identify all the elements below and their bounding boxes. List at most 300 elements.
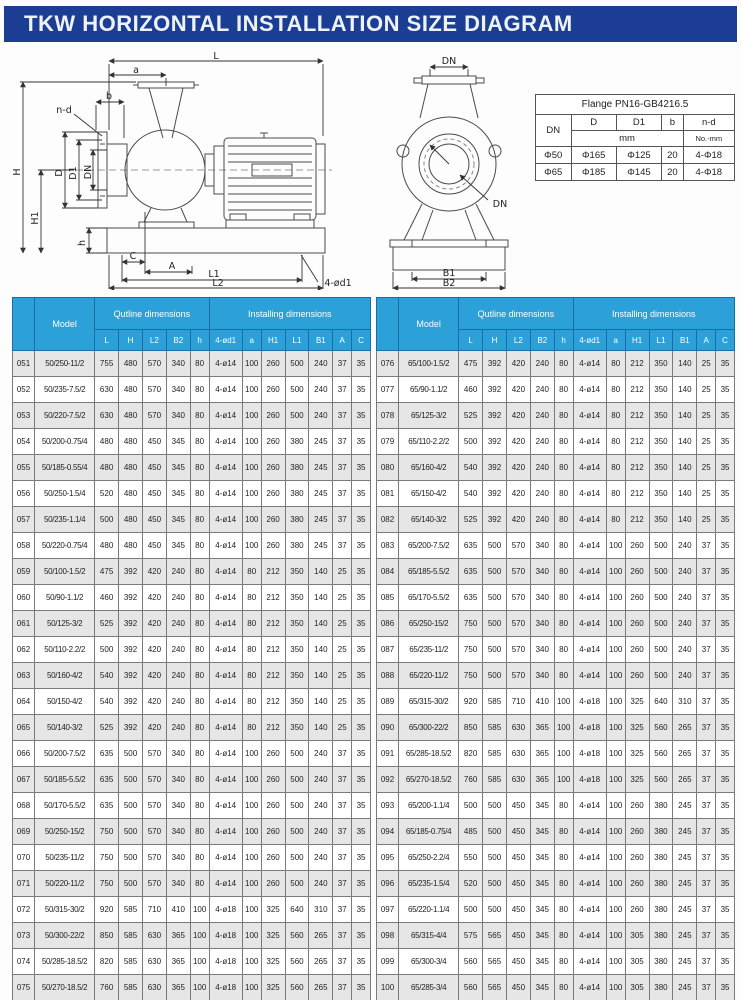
table-cell: 212 [261, 663, 285, 689]
table-cell: 4-ø14 [573, 559, 606, 585]
table-cell: Φ185 [571, 164, 616, 181]
table-cell: 585 [483, 689, 507, 715]
column-header: B2 [530, 330, 554, 351]
table-cell: 240 [166, 559, 190, 585]
table-row [377, 897, 735, 923]
table-cell: 380 [285, 429, 309, 455]
table-cell: 240 [673, 637, 697, 663]
installing-dimensions-header: Installing dimensions [209, 298, 370, 330]
table-cell: 140 [309, 611, 333, 637]
table-cell: 65/200-1.1/4 [399, 793, 459, 819]
table-cell: 50/250-1.5/4 [35, 481, 95, 507]
table-cell: 100 [554, 767, 573, 793]
table-cell: 500 [285, 819, 309, 845]
table-cell: 80 [242, 637, 261, 663]
flange-header-row [536, 115, 735, 131]
column-header: a [606, 330, 625, 351]
table-cell: 365 [166, 975, 190, 1000]
table-cell: 345 [530, 975, 554, 1000]
table-cell: 635 [459, 559, 483, 585]
table-cell: 500 [483, 819, 507, 845]
table-cell: 80 [190, 429, 209, 455]
table-cell: 450 [506, 975, 530, 1000]
table-cell: 80 [190, 533, 209, 559]
table-cell: 500 [483, 845, 507, 871]
table-row [13, 429, 371, 455]
table-cell: 65/315-4/4 [399, 923, 459, 949]
table-cell: 35 [352, 741, 371, 767]
table-cell: 450 [506, 793, 530, 819]
table-row [377, 871, 735, 897]
table-cell: 450 [506, 845, 530, 871]
table-cell: 245 [673, 793, 697, 819]
table-cell: 240 [309, 767, 333, 793]
table-cell: 500 [459, 897, 483, 923]
table-cell: 80 [190, 507, 209, 533]
table-cell: 260 [261, 377, 285, 403]
table-cell: 070 [13, 845, 35, 871]
table-cell: Φ145 [616, 164, 661, 181]
table-cell: 380 [649, 949, 673, 975]
table-cell: 500 [483, 637, 507, 663]
table-cell: 500 [483, 897, 507, 923]
table-cell: 340 [166, 845, 190, 871]
table-cell: 392 [483, 481, 507, 507]
table-cell: 65/220-11/2 [399, 663, 459, 689]
table-cell: 560 [285, 923, 309, 949]
table-cell: 35 [352, 975, 371, 1000]
dim-label-DN-top: DN [441, 56, 457, 67]
table-cell: 260 [625, 663, 649, 689]
table-cell: 240 [673, 533, 697, 559]
table-cell: 25 [697, 507, 716, 533]
dim-label-DN: DN [83, 164, 94, 180]
table-cell: 585 [119, 897, 143, 923]
table-cell: 420 [506, 429, 530, 455]
table-cell: 50/200-7.5/2 [35, 741, 95, 767]
table-cell: 345 [166, 455, 190, 481]
table-cell: 80 [554, 559, 573, 585]
table-cell: 35 [352, 767, 371, 793]
table-cell: 100 [242, 793, 261, 819]
table-cell: 50/170-5.5/2 [35, 793, 95, 819]
table-cell: 260 [625, 585, 649, 611]
table-cell: 265 [673, 741, 697, 767]
table-cell: 340 [530, 585, 554, 611]
table-cell: 345 [530, 793, 554, 819]
table-cell: 25 [697, 455, 716, 481]
dim-label-B2: B2 [442, 278, 456, 289]
table-row [377, 793, 735, 819]
table-cell: 25 [333, 689, 352, 715]
table-cell: 50/285-18.5/2 [35, 949, 95, 975]
table-cell: 140 [673, 429, 697, 455]
table-cell: 35 [716, 533, 735, 559]
column-header: D [571, 115, 616, 131]
table-cell: 640 [649, 689, 673, 715]
table-cell: 392 [483, 403, 507, 429]
table-cell: 65/160-4/2 [399, 455, 459, 481]
table-cell: 089 [377, 689, 399, 715]
table-cell: 245 [309, 533, 333, 559]
table-cell: 35 [352, 793, 371, 819]
table-cell: 260 [261, 845, 285, 871]
table-cell: 35 [716, 481, 735, 507]
table-cell: 35 [716, 663, 735, 689]
table-cell: 750 [95, 819, 119, 845]
table-cell: 420 [506, 377, 530, 403]
table-cell: 054 [13, 429, 35, 455]
table-cell: 260 [625, 793, 649, 819]
table-cell: 37 [697, 871, 716, 897]
table-cell: 066 [13, 741, 35, 767]
table-row [536, 164, 735, 181]
column-header: C [716, 330, 735, 351]
table-cell: 092 [377, 767, 399, 793]
table-row [13, 767, 371, 793]
table-cell: 35 [716, 377, 735, 403]
table-cell: 340 [530, 533, 554, 559]
table-cell: 65/285-18.5/2 [399, 741, 459, 767]
table-cell: 50/235-11/2 [35, 845, 95, 871]
flange-spec-table [535, 94, 735, 181]
table-cell: 260 [625, 897, 649, 923]
table-cell: 100 [606, 793, 625, 819]
table-cell: 80 [554, 611, 573, 637]
dim-label-a: a [133, 65, 139, 76]
table-cell: 240 [673, 611, 697, 637]
flange-title-row [536, 95, 735, 115]
table-cell: 80 [554, 481, 573, 507]
table-cell: 392 [483, 351, 507, 377]
table-cell: 340 [166, 403, 190, 429]
column-header: H [483, 330, 507, 351]
table-cell: 80 [554, 923, 573, 949]
table-cell: 4-ø14 [573, 845, 606, 871]
table-cell: 570 [506, 585, 530, 611]
table-row [377, 507, 735, 533]
table-cell: 350 [649, 403, 673, 429]
table-cell: 140 [309, 559, 333, 585]
table-cell: 37 [697, 715, 716, 741]
table-cell: 380 [285, 533, 309, 559]
table-cell: 350 [649, 481, 673, 507]
table-cell: 80 [606, 403, 625, 429]
table-cell: 392 [119, 637, 143, 663]
table-cell: 500 [119, 793, 143, 819]
table-row [13, 845, 371, 871]
table-row [377, 455, 735, 481]
table-cell: 80 [190, 845, 209, 871]
table-cell: 920 [95, 897, 119, 923]
table-cell: 260 [261, 481, 285, 507]
dim-label-h: h [77, 239, 88, 247]
dim-label-B1: B1 [442, 268, 456, 279]
table-cell: 4-ø14 [209, 351, 242, 377]
table-cell: 35 [716, 845, 735, 871]
table-cell: 480 [119, 455, 143, 481]
table-cell: 37 [333, 819, 352, 845]
table-cell: 560 [649, 715, 673, 741]
table-cell: 062 [13, 637, 35, 663]
table-row [13, 351, 371, 377]
table-cell: 35 [352, 507, 371, 533]
table-cell: 053 [13, 403, 35, 429]
column-header: 4-ød1 [573, 330, 606, 351]
table-cell: 35 [716, 767, 735, 793]
table-cell: 420 [506, 507, 530, 533]
table-cell: 212 [625, 403, 649, 429]
table-cell: 240 [166, 585, 190, 611]
table-cell: 085 [377, 585, 399, 611]
table-cell: 325 [261, 897, 285, 923]
table-cell: 630 [506, 767, 530, 793]
table-cell: 345 [166, 507, 190, 533]
table-cell: 100 [606, 611, 625, 637]
table-cell: 80 [554, 845, 573, 871]
table-cell: 65/185-5.5/2 [399, 559, 459, 585]
table-cell: 4-ø18 [209, 897, 242, 923]
table-cell: 25 [333, 715, 352, 741]
table-cell: 340 [530, 611, 554, 637]
table-cell: 100 [242, 819, 261, 845]
table-cell: 450 [506, 949, 530, 975]
table-cell: 65/285-3/4 [399, 975, 459, 1000]
column-header: D1 [616, 115, 661, 131]
table-cell: 65/235-1.5/4 [399, 871, 459, 897]
table-cell: 35 [352, 351, 371, 377]
column-header: A [333, 330, 352, 351]
table-cell: 4-ø14 [573, 949, 606, 975]
table-cell: 475 [95, 559, 119, 585]
table-cell: 630 [142, 949, 166, 975]
table-cell: 340 [166, 871, 190, 897]
table-cell: Φ50 [536, 147, 572, 164]
table-cell: 350 [285, 637, 309, 663]
table-cell: 212 [625, 455, 649, 481]
table-cell: 50/185-0.55/4 [35, 455, 95, 481]
table-cell: 340 [166, 741, 190, 767]
table-cell: 500 [285, 741, 309, 767]
table-cell: 4-ø18 [573, 767, 606, 793]
column-header: b [662, 115, 683, 131]
table-cell: 212 [625, 351, 649, 377]
table-cell: 80 [554, 533, 573, 559]
table-cell: 80 [242, 689, 261, 715]
table-cell: 4-Φ18 [683, 147, 734, 164]
model-header: Model [399, 298, 459, 351]
table-cell: 65/185-0.75/4 [399, 819, 459, 845]
table-cell: 4-ø14 [573, 585, 606, 611]
table-cell: 240 [309, 819, 333, 845]
table-cell: 80 [190, 819, 209, 845]
table-row [13, 455, 371, 481]
table-cell: 80 [190, 351, 209, 377]
table-cell: 50/315-30/2 [35, 897, 95, 923]
table-cell: 212 [261, 689, 285, 715]
table-cell: 067 [13, 767, 35, 793]
table-cell: 560 [459, 975, 483, 1000]
table-cell: 35 [716, 897, 735, 923]
table-cell: 4-ø14 [573, 663, 606, 689]
table-cell: 65/140-3/2 [399, 507, 459, 533]
table-cell: 65/270-18.5/2 [399, 767, 459, 793]
table-cell: 920 [459, 689, 483, 715]
table-cell: 140 [673, 351, 697, 377]
table-row [13, 507, 371, 533]
table-cell: 37 [697, 975, 716, 1000]
outline-dimensions-header: Qutline dimensions [459, 298, 573, 330]
table-cell: 059 [13, 559, 35, 585]
table-row [13, 585, 371, 611]
table-cell: 25 [697, 351, 716, 377]
table-cell: 4-ø18 [573, 689, 606, 715]
table-cell: 4-ø14 [573, 637, 606, 663]
table-cell: 630 [142, 975, 166, 1000]
table-cell: 345 [166, 481, 190, 507]
table-cell: 25 [333, 585, 352, 611]
table-cell: 240 [309, 845, 333, 871]
table-row [377, 923, 735, 949]
table-cell: 37 [697, 585, 716, 611]
table-cell: 420 [506, 481, 530, 507]
table-cell: 305 [625, 923, 649, 949]
table-cell: 450 [142, 533, 166, 559]
table-cell: 80 [554, 819, 573, 845]
table-cell: 565 [483, 923, 507, 949]
table-cell: 420 [142, 663, 166, 689]
table-cell: 37 [697, 637, 716, 663]
table-cell: 35 [352, 637, 371, 663]
table-cell: 80 [190, 455, 209, 481]
table-cell: 750 [459, 663, 483, 689]
table-cell: 460 [459, 377, 483, 403]
dim-label-bolt-holes: 4-ød1 [324, 278, 352, 289]
table-cell: 480 [95, 429, 119, 455]
table-cell: 25 [333, 611, 352, 637]
table-cell: 079 [377, 429, 399, 455]
table-cell: 37 [697, 767, 716, 793]
table-cell: 140 [309, 663, 333, 689]
table-cell: 240 [309, 793, 333, 819]
table-cell: 340 [530, 663, 554, 689]
table-cell: 345 [530, 897, 554, 923]
table-cell: 100 [606, 949, 625, 975]
table-cell: 25 [697, 429, 716, 455]
table-cell: 35 [352, 585, 371, 611]
table-cell: 240 [530, 403, 554, 429]
table-cell: 37 [333, 741, 352, 767]
table-cell: 420 [506, 351, 530, 377]
table-cell: 35 [716, 351, 735, 377]
table-cell: 80 [190, 585, 209, 611]
table-cell: 097 [377, 897, 399, 923]
table-cell: 140 [673, 481, 697, 507]
table-cell: 140 [673, 507, 697, 533]
table-cell: 37 [697, 793, 716, 819]
table-cell: 450 [506, 819, 530, 845]
table-cell: 100 [242, 767, 261, 793]
table-cell: 420 [142, 559, 166, 585]
table-cell: 365 [166, 949, 190, 975]
table-cell: 500 [119, 845, 143, 871]
table-cell: 80 [190, 611, 209, 637]
table-cell: 35 [352, 949, 371, 975]
table-cell: 305 [625, 949, 649, 975]
table-cell: 4-ø14 [573, 377, 606, 403]
table-cell: 240 [166, 663, 190, 689]
table-cell: 240 [309, 377, 333, 403]
dimension-table-right [376, 297, 735, 1000]
table-cell: 100 [242, 481, 261, 507]
table-cell: 37 [333, 767, 352, 793]
table-cell: 4-ø14 [209, 637, 242, 663]
table-cell: 056 [13, 481, 35, 507]
table-cell: 500 [95, 637, 119, 663]
table-cell: 540 [459, 455, 483, 481]
table-cell: 37 [333, 923, 352, 949]
table-cell: 100 [242, 845, 261, 871]
table-row [13, 897, 371, 923]
table-cell: 100 [606, 845, 625, 871]
table-cell: 260 [261, 741, 285, 767]
table-cell: 80 [606, 507, 625, 533]
table-cell: 80 [242, 611, 261, 637]
table-cell: 345 [530, 871, 554, 897]
table-cell: 570 [506, 559, 530, 585]
table-cell: 500 [285, 871, 309, 897]
dim-label-L: L [213, 52, 219, 62]
table-cell: 65/235-11/2 [399, 637, 459, 663]
table-cell: 100 [242, 871, 261, 897]
table-cell: 500 [483, 585, 507, 611]
table-cell: 500 [285, 767, 309, 793]
table-row [377, 377, 735, 403]
table-cell: 520 [459, 871, 483, 897]
dim-label-DN-side: DN [492, 199, 508, 210]
table-cell: 450 [142, 481, 166, 507]
dim-label-D: D [54, 169, 65, 177]
table-cell: 65/150-4/2 [399, 481, 459, 507]
table-row [377, 559, 735, 585]
table-cell: 392 [483, 455, 507, 481]
table-cell: 4-ø18 [573, 715, 606, 741]
table-cell: 086 [377, 611, 399, 637]
table-cell: 760 [459, 767, 483, 793]
table-cell: 265 [673, 715, 697, 741]
table-row [13, 871, 371, 897]
table-cell: 350 [285, 663, 309, 689]
table-cell: 240 [530, 351, 554, 377]
table-cell: 4-ø14 [573, 923, 606, 949]
table-cell: 35 [352, 845, 371, 871]
table-cell: 500 [649, 637, 673, 663]
table-cell: 35 [352, 403, 371, 429]
table-cell: 4-ø14 [209, 429, 242, 455]
table-cell: 50/110-2.2/2 [35, 637, 95, 663]
table-cell: 35 [716, 741, 735, 767]
table-cell: 087 [377, 637, 399, 663]
table-cell: 500 [119, 871, 143, 897]
table-cell: 392 [483, 507, 507, 533]
table-cell: 240 [309, 871, 333, 897]
table-cell: 4-ø14 [209, 689, 242, 715]
table-cell: 35 [716, 975, 735, 1000]
table-cell: 245 [673, 923, 697, 949]
table-cell: 245 [309, 507, 333, 533]
table-cell: 35 [716, 689, 735, 715]
table-cell: 392 [483, 429, 507, 455]
